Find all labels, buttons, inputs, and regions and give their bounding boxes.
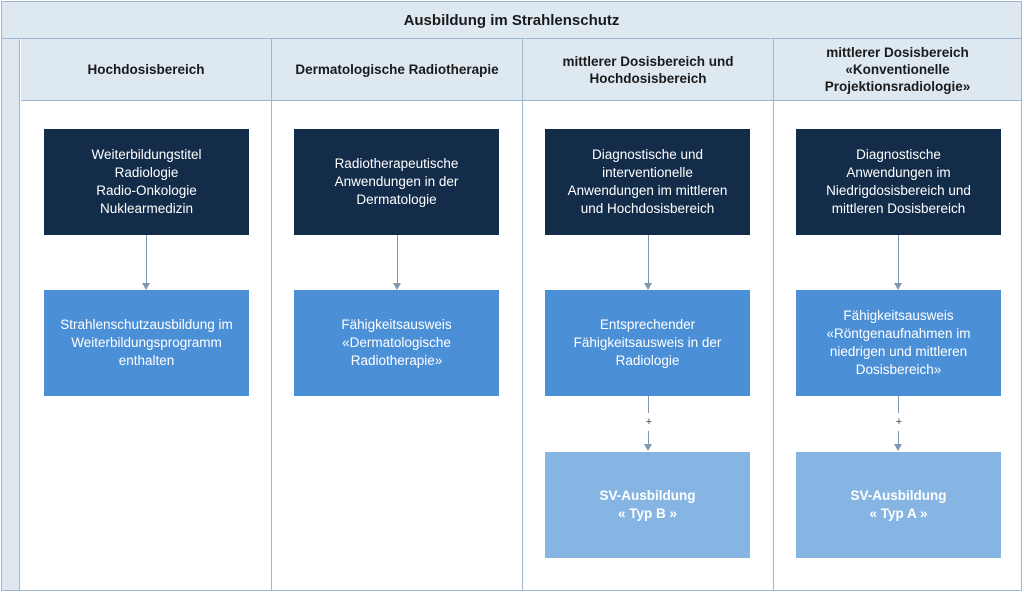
column-mittlerer-und-hochdosisbereich: [523, 39, 774, 590]
column-konventionelle-projektionsradiologie: [774, 39, 1021, 590]
column-hochdosisbereich: [21, 39, 272, 590]
column-header: Hochdosisbereich: [21, 39, 271, 101]
arrow-connector: [898, 235, 899, 289]
plus-connector: [639, 396, 659, 452]
diagram-frame: [1, 1, 1022, 591]
requirement-box: Radiotherapeutische Anwendungen in der Dermatologie: [294, 129, 499, 235]
sv-training-box: SV-Ausbildung « Typ B »: [545, 452, 750, 558]
arrow-connector: [397, 235, 398, 289]
arrowhead: [644, 444, 652, 451]
requirement-box: Weiterbildungstitel Radiologie Radio-Onkologie Nuklearmedizin: [44, 129, 249, 235]
connector-line: [648, 396, 649, 413]
connector-line: [648, 431, 649, 444]
qualification-box: Strahlenschutzausbildung im Weiterbildungsprogramm enthalten: [44, 290, 249, 396]
column-header: Dermatologische Radiotherapie: [272, 39, 522, 101]
plus-sign: +: [895, 416, 903, 428]
arrow-connector: [146, 235, 147, 289]
requirement-box: Diagnostische und interventionelle Anwendungen im mittleren und Hochdosisbereich: [545, 129, 750, 235]
qualification-box: Fähigkeitsausweis «Röntgenaufnahmen im niedrigen und mittleren Dosisbereich»: [796, 290, 1001, 396]
qualification-box: Entsprechender Fähigkeitsausweis in der Radiologie: [545, 290, 750, 396]
sv-training-box: SV-Ausbildung « Typ A »: [796, 452, 1001, 558]
arrow-connector: [648, 235, 649, 289]
arrowhead: [894, 444, 902, 451]
requirement-box: Diagnostische Anwendungen im Niedrigdosisbereich und mittleren Dosisbereich: [796, 129, 1001, 235]
qualification-box: Fähigkeitsausweis «Dermatologische Radiotherapie»: [294, 290, 499, 396]
left-strip: [2, 39, 20, 590]
column-dermatologische-radiotherapie: [272, 39, 523, 590]
plus-connector: [889, 396, 909, 452]
connector-line: [898, 396, 899, 413]
connector-line: [898, 431, 899, 444]
column-header: mittlerer Dosisbereich und Hochdosisbereich: [523, 39, 773, 101]
plus-sign: +: [645, 416, 653, 428]
column-header: mittlerer Dosisbereich «Konventionelle Projektionsradiologie»: [774, 39, 1021, 101]
diagram-title: Ausbildung im Strahlenschutz: [2, 2, 1021, 39]
